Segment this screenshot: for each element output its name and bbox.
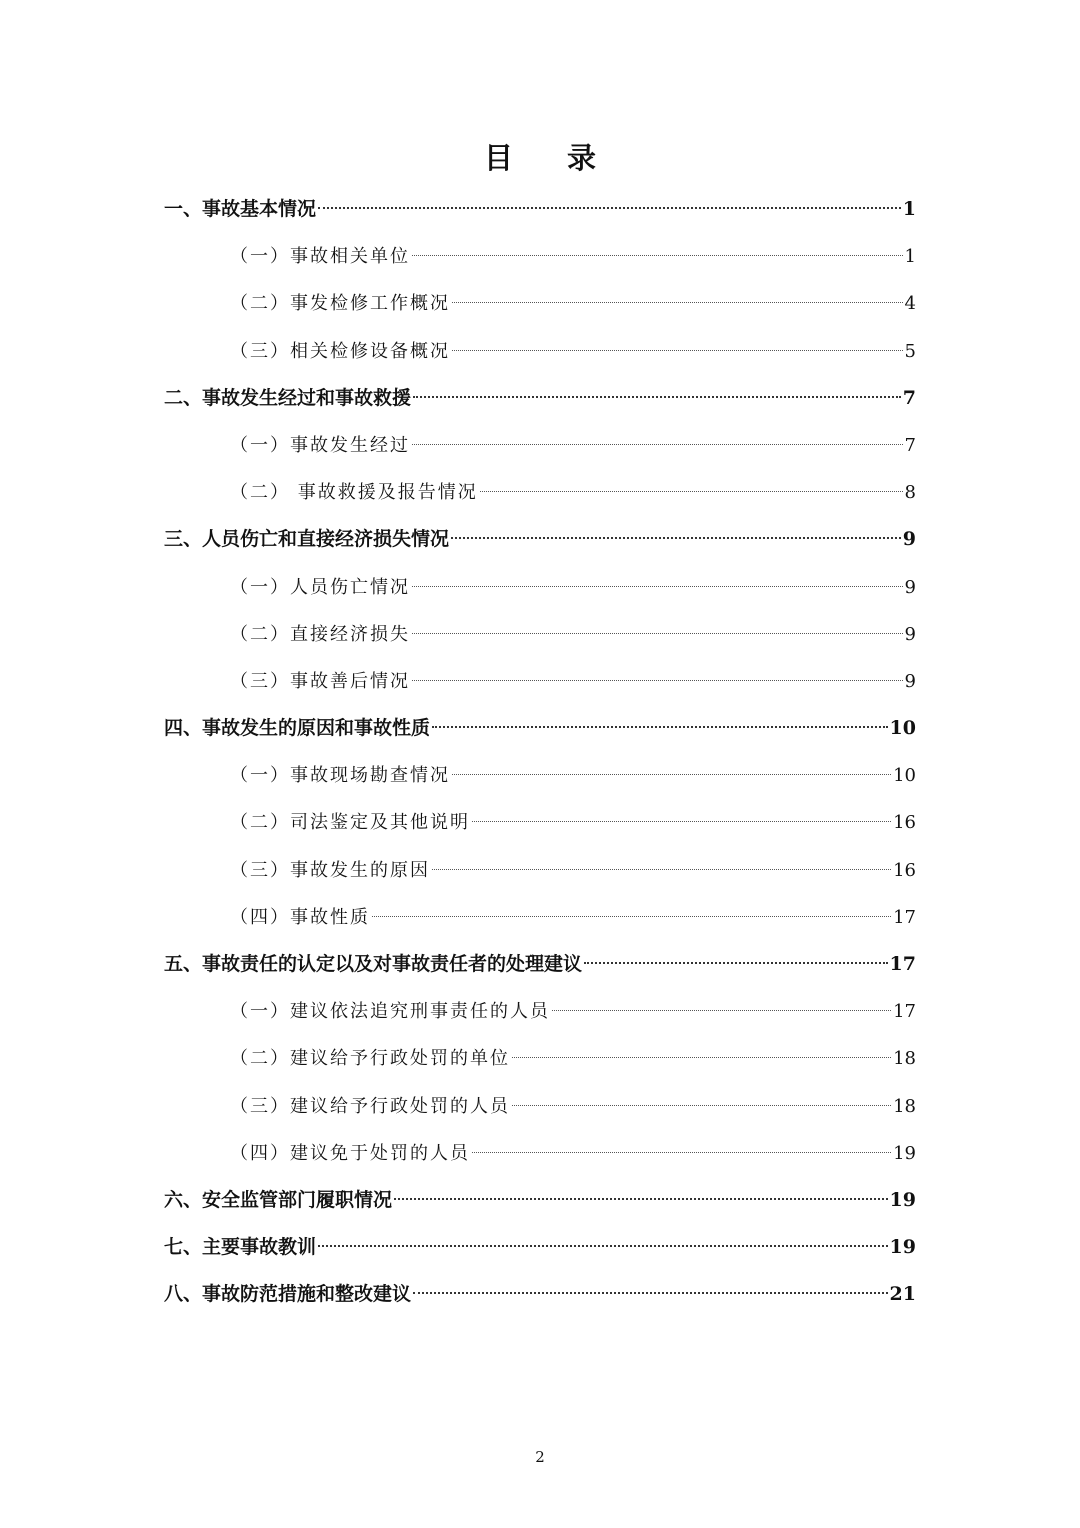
toc-entry-label: 四、事故发生的原因和事故性质 [164, 717, 431, 740]
toc-entry-label: （三）建议给予行政处罚的人员 [230, 1095, 510, 1117]
toc-section-entry[interactable] [164, 941, 916, 988]
toc-entry-label: （一）事故发生经过 [230, 434, 410, 456]
toc-subsection-entry[interactable] [164, 280, 916, 327]
toc-subsection-entry[interactable] [164, 328, 916, 375]
toc-entry-label: （三）事故发生的原因 [230, 859, 430, 881]
toc-subsection-entry[interactable] [164, 1035, 916, 1082]
toc-entry-page-number: 7 [902, 386, 916, 409]
toc-entry-page-number: 1 [902, 198, 916, 220]
dot-leader [584, 962, 888, 964]
toc-entry-page-number: 17 [889, 953, 916, 975]
toc-entry-page-number: 18 [893, 1095, 916, 1117]
dot-leader [412, 255, 903, 256]
dot-leader [432, 869, 891, 870]
toc-entry-label: 七、主要事故教训 [164, 1236, 317, 1259]
toc-subsection-entry[interactable] [164, 611, 916, 658]
toc-entry-page-number: 7 [904, 434, 916, 456]
toc-entry-page-number: 9 [904, 576, 916, 598]
dot-leader [318, 207, 901, 209]
toc-entry-label: （二）司法鉴定及其他说明 [230, 812, 470, 834]
page-title: 目 录 [483, 141, 619, 175]
toc-section-entry[interactable] [164, 186, 916, 233]
dot-leader [318, 1245, 888, 1247]
toc-entry-label: 三、人员伤亡和直接经济损失情况 [164, 528, 450, 551]
toc-entry-page-number: 17 [893, 906, 916, 928]
toc-subsection-entry[interactable] [164, 469, 916, 516]
toc-entry-page-number: 19 [893, 1142, 916, 1164]
toc-entry-page-number: 9 [904, 670, 916, 692]
dot-leader [512, 1105, 891, 1106]
dot-leader [394, 1198, 888, 1200]
toc-section-entry[interactable] [164, 705, 916, 752]
dot-leader [432, 726, 888, 728]
toc-subsection-entry[interactable] [164, 564, 916, 611]
toc-entry-page-number: 4 [904, 293, 916, 315]
dot-leader [412, 680, 903, 681]
toc-section-entry[interactable] [164, 1271, 916, 1318]
toc-entry-label: （三）事故善后情况 [230, 670, 410, 692]
dot-leader [412, 633, 903, 634]
toc-section-entry[interactable] [164, 516, 916, 563]
toc-entry-label: （二）事发检修工作概况 [230, 293, 450, 315]
dot-leader [413, 1292, 888, 1294]
toc-section-entry[interactable] [164, 1177, 916, 1224]
toc-entry-label: （一）人员伤亡情况 [230, 576, 410, 598]
toc-subsection-entry[interactable] [164, 1130, 916, 1177]
toc-entry-label: 一、事故基本情况 [164, 198, 317, 220]
toc-entry-page-number: 10 [889, 717, 916, 740]
dot-leader [451, 537, 901, 539]
dot-leader [472, 1152, 891, 1153]
toc-subsection-entry[interactable] [164, 658, 916, 705]
page-number: 2 [535, 1448, 545, 1466]
toc-subsection-entry[interactable] [164, 1083, 916, 1130]
table-of-contents [164, 186, 916, 1319]
toc-entry-page-number: 16 [893, 859, 916, 881]
toc-subsection-entry[interactable] [164, 233, 916, 280]
toc-entry-label: （一）建议依法追究刑事责任的人员 [230, 1001, 550, 1023]
toc-subsection-entry[interactable] [164, 422, 916, 469]
toc-entry-label: （一）事故相关单位 [230, 246, 410, 268]
toc-entry-label: （二）直接经济损失 [230, 623, 410, 645]
toc-subsection-entry[interactable] [164, 847, 916, 894]
toc-entry-label: （一）事故现场勘查情况 [230, 765, 450, 787]
dot-leader [552, 1010, 891, 1011]
dot-leader [412, 444, 903, 445]
toc-subsection-entry[interactable] [164, 988, 916, 1035]
toc-entry-label: 五、事故责任的认定以及对事故责任者的处理建议 [164, 953, 583, 975]
toc-entry-page-number: 10 [893, 765, 916, 787]
toc-entry-page-number: 17 [893, 1001, 916, 1023]
dot-leader [452, 774, 891, 775]
dot-leader [512, 1057, 891, 1058]
toc-entry-page-number: 8 [904, 482, 916, 504]
toc-entry-label: 六、安全监管部门履职情况 [164, 1188, 393, 1211]
toc-entry-page-number: 19 [889, 1236, 916, 1259]
dot-leader [372, 916, 891, 917]
dot-leader [413, 396, 901, 398]
dot-leader [480, 491, 903, 492]
toc-entry-label: （四）建议免于处罚的人员 [230, 1142, 470, 1164]
toc-entry-page-number: 16 [893, 812, 916, 834]
toc-section-entry[interactable] [164, 1224, 916, 1271]
toc-entry-page-number: 21 [889, 1283, 916, 1306]
toc-entry-page-number: 5 [904, 340, 916, 362]
toc-subsection-entry[interactable] [164, 894, 916, 941]
toc-entry-label: （三）相关检修设备概况 [230, 340, 450, 362]
toc-subsection-entry[interactable] [164, 752, 916, 799]
toc-entry-label: （二） 事故救援及报告情况 [230, 482, 478, 504]
dot-leader [452, 302, 903, 303]
toc-section-entry[interactable] [164, 375, 916, 422]
toc-subsection-entry[interactable] [164, 799, 916, 846]
dot-leader [452, 350, 903, 351]
toc-entry-page-number: 19 [889, 1188, 916, 1211]
toc-entry-page-number: 1 [904, 246, 916, 268]
dot-leader [472, 821, 891, 822]
toc-entry-page-number: 9 [904, 623, 916, 645]
toc-entry-page-number: 9 [902, 528, 916, 551]
toc-entry-label: 八、事故防范措施和整改建议 [164, 1283, 412, 1306]
toc-entry-label: 二、事故发生经过和事故救援 [164, 386, 412, 409]
toc-entry-label: （二）建议给予行政处罚的单位 [230, 1048, 510, 1070]
toc-entry-label: （四）事故性质 [230, 906, 370, 928]
toc-entry-page-number: 18 [893, 1048, 916, 1070]
dot-leader [412, 586, 903, 587]
